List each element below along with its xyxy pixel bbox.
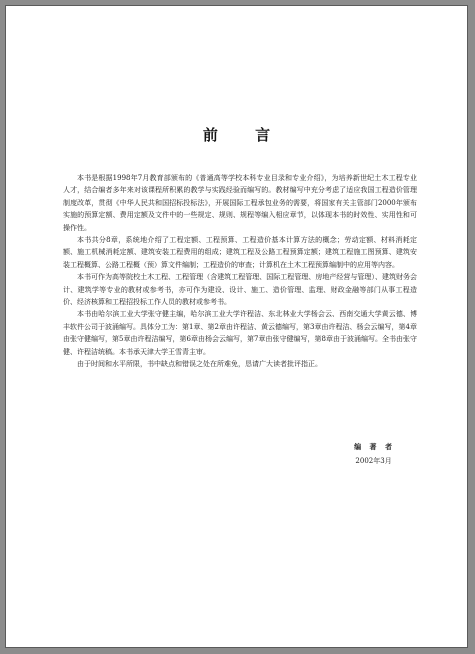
paragraph-3: 本书可作为高等院校土木工程、工程管理（含建筑工程管理、国际工程管理、房地产经营与管理）、建筑财务会计、建筑学等专业的教材或参考书，亦可作为建设、设计、施工、造价管理、监理、财政金融等部门从事工程造价、经济核算和工程招投标工作人员的教材或参考书。 xyxy=(63,273,417,307)
document-page xyxy=(5,5,468,648)
page-title: 前 言 xyxy=(202,126,287,144)
date-label: 2002年3月 xyxy=(355,457,392,465)
paragraph-2: 本书共分8章，系统地介绍了工程定额、工程预算、工程造价基本计算方法的概念；劳动定额、材料消耗定额、施工机械消耗定额、建筑安装工程费用的组成；建筑工程及公路工程预算定额；建筑工程施工图预算、建筑安装工程概算、公路工程概（预）算文件编制；工程造价的审查；计算机在土木工程预算编制中的应用等内容。 xyxy=(63,236,417,269)
author-label: 编 著 者 xyxy=(354,442,395,451)
preface-body xyxy=(63,172,417,371)
paragraph-4: 本书由哈尔滨工业大学张守健主编，哈尔滨工业大学许程洁、东北林业大学杨会云、西南交通大学黄云德、博丰软件公司于波涌编写。具体分工为：第1章、第2章由许程洁、黄云德编写，第3章由许程洁、杨会云编写，第4章由张守健编写，第5章由许程洁编写，第6章由杨会云编写，第7章由张守健编写，第8章由于波涌编写。全书由张守健、许程洁统稿。本书承天津大学王雪青主审。 xyxy=(63,310,417,356)
signature-block xyxy=(346,441,395,467)
paragraph-5: 由于时间和水平所限，书中缺点和错误之处在所难免，恳请广大读者批评指正。 xyxy=(77,360,322,369)
paragraph-1: 本书是根据1998年7月教育部颁布的《普通高等学校本科专业目录和专业介绍》，为培养新世纪土木工程专业人才，结合编者多年来对该课程所积累的教学与实践经验而编写的。教材编写中充分考虑了适应我国工程造价管理制度改革，贯彻《中华人民共和国招标投标法》，开展国际工程承包业务的需要，将国家有关主管部门2000年颁布实施的预算定额、费用定额及文件中的一些规定、规则、规程等编入相应章节，以体现本书的时效性、实用性和可操作性。 xyxy=(63,174,417,232)
